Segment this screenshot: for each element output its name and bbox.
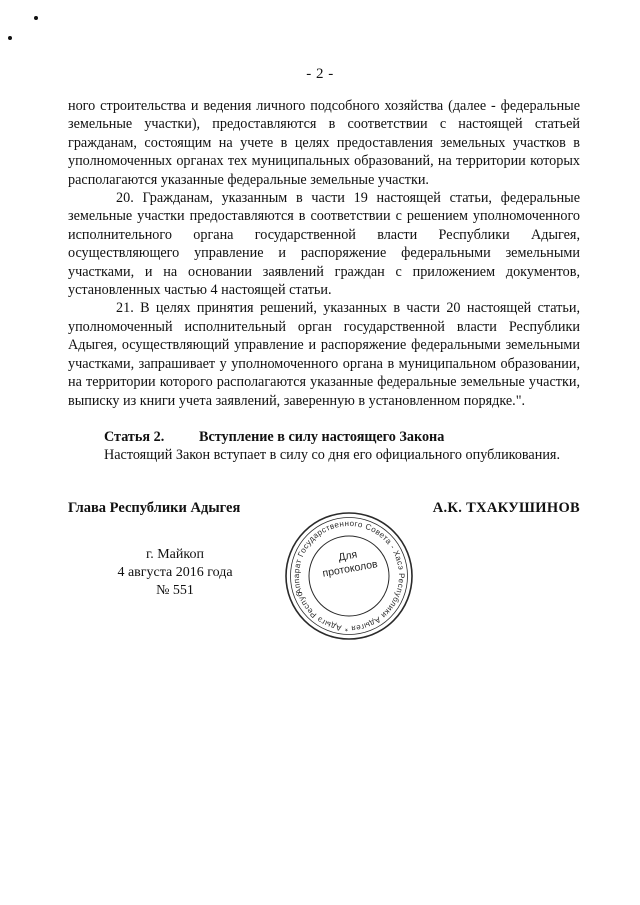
scan-speck	[34, 16, 38, 20]
city: г. Майкоп	[146, 547, 204, 562]
paragraph-continuation: ного строительства и ведения личного подсобного хозяйства (далее - федеральные земельные участки), предоставляются в соответствии с настоящей статьей гражданам, состоящим на учете в целях предоставления земельных участков в уполномоченных органах тех муниципальных образований, на территории которых располагаются указанные федеральные земельные участки.	[68, 98, 580, 188]
article-number: Статья 2.	[104, 429, 165, 445]
paragraph-part-20: 20. Гражданам, указанным в части 19 настоящей статьи, федеральные земельные участки предоставляются в соответствии с решением уполномоченного исполнительного органа государственной власти Республики Адыгея, осуществляющего управление и распоряжение федеральными земельными участками, и на основании заявлений граждан с приложением документов, установленных частью 4 настоящей статьи.	[68, 190, 580, 299]
scan-speck	[8, 36, 12, 40]
signatory-name: А.К. ТХАКУШИНОВ	[432, 500, 580, 516]
law-body-text	[68, 97, 580, 410]
article-heading	[104, 428, 584, 446]
date: 4 августа 2016 года	[117, 565, 233, 580]
article-2	[104, 428, 584, 465]
article-title: Вступление в силу настоящего Закона	[199, 429, 445, 445]
law-number: № 551	[156, 583, 194, 598]
place-date-block	[110, 546, 240, 600]
seal-inner-text: Для протоколов	[321, 548, 379, 580]
article-text: Настоящий Закон вступает в силу со дня его официального опубликования.	[104, 447, 560, 464]
seal-outer-text: Аппарат Государственного Совета - Хасэ Республики Адыгея * Адыгэ Республикэм	[291, 518, 407, 634]
official-seal-stamp	[283, 510, 415, 642]
signatory-position: Глава Республики Адыгея	[68, 500, 241, 516]
paragraph-part-21: 21. В целях принятия решений, указанных в части 20 настоящей статьи, уполномоченный исполнительный орган государственной власти Республики Адыгея, осуществляющий управление и распоряжение федеральными земельными участками, запрашивает у уполномоченного органа в муниципальном образовании, на территории которого располагаются указанные федеральные земельные участки, выписку из книги учета заявлений, заверенную в установленном порядке.".	[68, 300, 580, 409]
page-number: - 2 -	[306, 66, 334, 82]
